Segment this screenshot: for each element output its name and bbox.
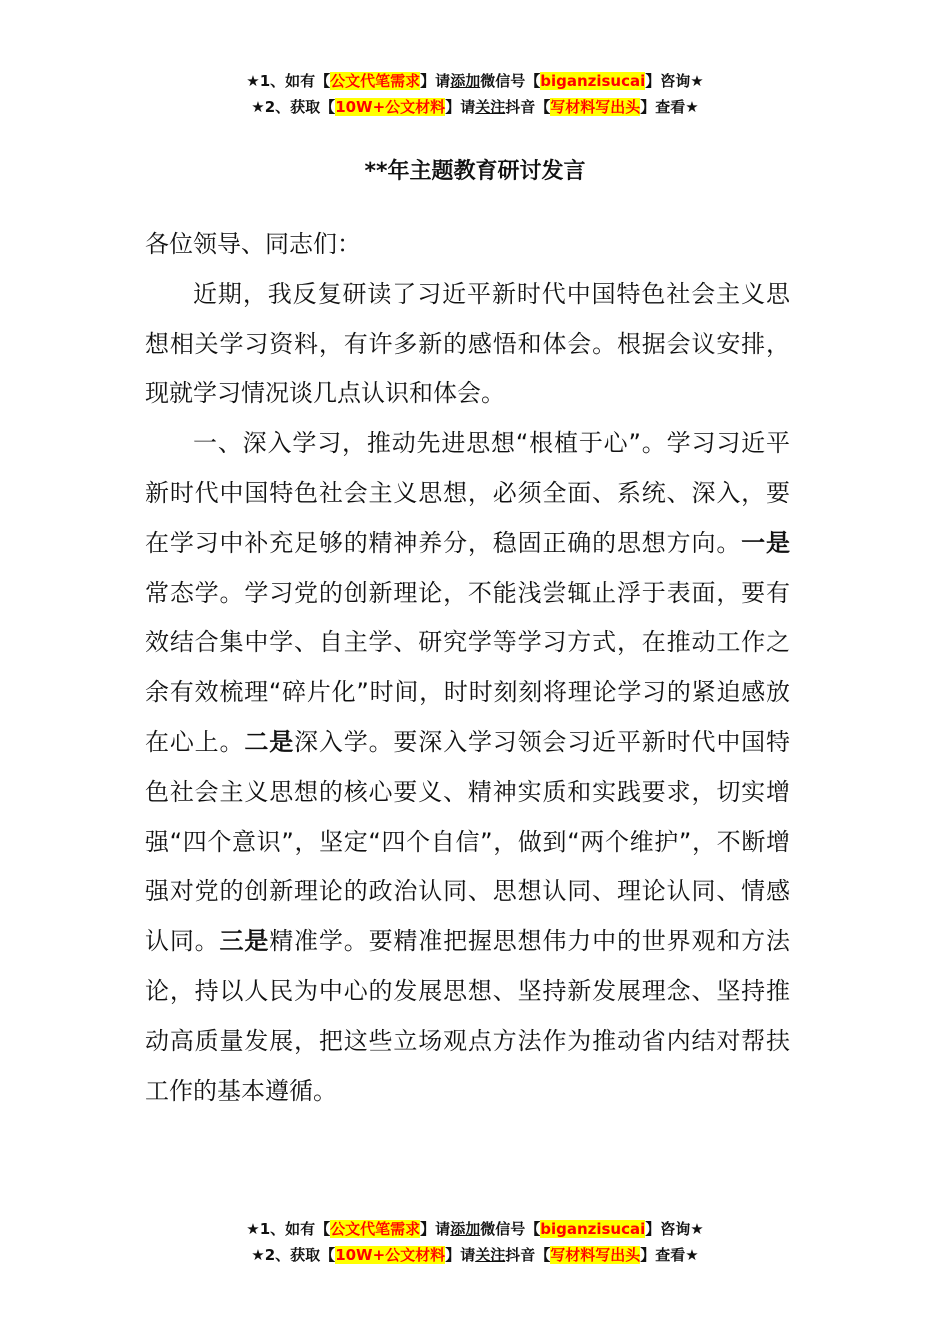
bottom-promo-banner: [0, 1216, 950, 1268]
promo-line-2: ★2、获取【10W+公文材料】请关注抖音【写材料写出头】查看★: [251, 98, 699, 116]
document-body: [145, 220, 790, 1116]
promo-highlight: 10W+公文材料: [335, 98, 446, 116]
promo-line-1: ★1、如有【公文代笔需求】请添加微信号【biganzisucai】咨询★: [246, 72, 704, 90]
promo-line-1: ★1、如有【公文代笔需求】请添加微信号【biganzisucai】咨询★: [246, 1220, 704, 1238]
point-marker: 三是: [219, 927, 270, 956]
douyin-account-highlight: 写材料写出头: [550, 1246, 641, 1264]
promo-highlight: 10W+公文材料: [335, 1246, 446, 1264]
wechat-id-highlight: biganzisucai: [540, 1220, 646, 1238]
wechat-id-highlight: biganzisucai: [540, 72, 646, 90]
point-marker: 一是: [741, 528, 791, 557]
paragraph-section-one: 一、深入学习，推动先进思想“根植于心”。学习习近平新时代中国特色社会主义思想，必须全面、系统、深入，要在学习中补充足够的精神养分，稳固正确的思想方向。一是常态学。学习党的创新理论，不能浅尝辄止浮于表面，要有效结合集中学、自主学、研究学等学习方式，在推动工作之余有效梳理“碎片化”时间，时时刻刻将理论学习的紧迫感放在心上。二是深入学。要深入学习领会习近平新时代中国特色社会主义思想的核心要义、精神实质和实践要求，切实增强“四个意识”，坚定“四个自信”，做到“两个维护”，不断增强对党的创新理论的政治认同、思想认同、理论认同、情感认同。三是精准学。要精准把握思想伟力中的世界观和方法论，持以人民为中心的发展思想、坚持新发展理念、坚持推动高质量发展，把这些立场观点方法作为推动省内结对帮扶工作的基本遵循。: [145, 429, 791, 1105]
top-promo-banner: [0, 68, 950, 120]
douyin-account-highlight: 写材料写出头: [550, 98, 641, 116]
point-marker: 二是: [244, 727, 295, 756]
greeting: 各位领导、同志们：: [145, 230, 361, 258]
promo-highlight: 公文代笔需求: [330, 1220, 421, 1238]
promo-line-2: ★2、获取【10W+公文材料】请关注抖音【写材料写出头】查看★: [251, 1246, 699, 1264]
paragraph-intro: 近期，我反复研读了习近平新时代中国特色社会主义思想相关学习资料，有许多新的感悟和体会。根据会议安排，现就学习情况谈几点认识和体会。: [145, 279, 790, 408]
promo-highlight: 公文代笔需求: [330, 72, 421, 90]
document-title: **年主题教育研讨发言: [364, 159, 586, 184]
